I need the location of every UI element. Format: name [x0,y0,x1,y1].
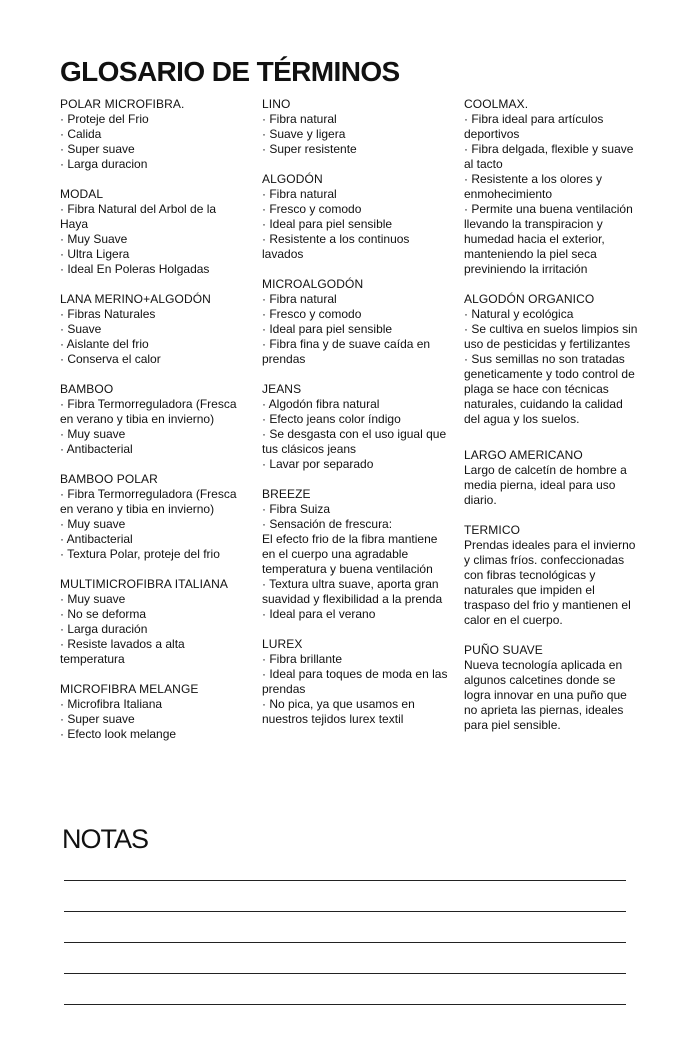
term-largo-americano [464,448,640,508]
term-name: ALGODÓN [262,172,323,186]
term-name: MULTIMICROFIBRA ITALIANA [60,577,228,591]
term-line: · Muy suave [60,592,126,606]
term-line: · Lavar por separado [262,457,374,471]
term-name: TERMICO [464,523,521,537]
term-line: · Efecto jeans color índigo [262,412,401,426]
term-line: · Resistente a los continuos lavados [262,232,410,261]
term-name: PUÑO SUAVE [464,643,543,657]
term-line: Prendas ideales para el invierno y climas fríos. confeccionadas con fibras tecnológicas y naturales que impiden el traspaso del frio y mantienen el calor en el cuerpo. [464,538,636,627]
term-line: · Muy Suave [60,232,128,246]
term-line: · Fibra brillante [262,652,343,666]
term-puno-suave [464,643,640,733]
term-name: LUREX [262,637,303,651]
note-line [64,1004,626,1005]
term-modal [60,187,246,277]
term-microalgodon [262,277,448,367]
term-line: · Natural y ecológica [464,307,574,321]
term-name: POLAR MICROFIBRA. [60,97,185,111]
note-line [64,942,626,943]
note-line [64,911,626,912]
term-line: · Se cultiva en suelos limpios sin uso de pesticidas y fertilizantes [464,322,638,351]
term-line: · Suave y ligera [262,127,346,141]
term-line: · Proteje del Frio [60,112,149,126]
term-line: · Larga duracion [60,157,148,171]
term-line: · Ultra Ligera [60,247,130,261]
term-jeans [262,382,448,472]
term-line: · Larga duración [60,622,148,636]
term-line: · Fibra Natural del Arbol de la Haya [60,202,217,231]
glossary-column-3 [464,97,640,748]
term-line: · Se desgasta con el uso igual que tus clásicos jeans [262,427,447,456]
term-line: · Permite una buena ventilación llevando la transpiracion y humedad hacia el exterior, manteniendo la piel seca previniendo la irritación [464,202,633,276]
term-polar-microfibra [60,97,246,172]
term-line: Largo de calcetín de hombre a media pierna, ideal para uso diario. [464,463,627,507]
term-name: MICROFIBRA MELANGE [60,682,199,696]
term-line: · Antibacterial [60,532,133,546]
notes-lines [64,880,626,1035]
term-line: · Ideal para piel sensible [262,322,393,336]
term-line: · Microfibra Italiana [60,697,163,711]
term-name: BREEZE [262,487,311,501]
term-line: · Textura Polar, proteje del frio [60,547,220,561]
term-name: ALGODÓN ORGANICO [464,292,595,306]
term-line: · Fresco y comodo [262,202,362,216]
term-termico [464,523,640,628]
term-name: JEANS [262,382,302,396]
term-line: · Super suave [60,142,135,156]
term-line: · No se deforma [60,607,147,621]
term-line: · Super suave [60,712,135,726]
term-line: · Super resistente [262,142,357,156]
term-line: · Fibras Naturales [60,307,156,321]
term-line: · Fibra fina y de suave caída en prendas [262,337,431,366]
term-line: · Algodón fibra natural [262,397,380,411]
term-microfibra-melange [60,682,246,742]
term-breeze [262,487,448,622]
term-line: Nueva tecnología aplicada en algunos calcetines donde se logra innovar en una puño que no aprieta las piernas, ideales para piel sensible. [464,658,627,732]
term-line: · Ideal para el verano [262,607,376,621]
note-line [64,973,626,974]
term-line: · Fibra natural [262,112,337,126]
term-line: · Calida [60,127,102,141]
term-line: · Ideal para toques de moda en las prendas [262,667,448,696]
term-line: · Fibra ideal para artículos deportivos [464,112,604,141]
term-line: · Fibra delgada, flexible y suave al tacto [464,142,634,171]
term-name: BAMBOO POLAR [60,472,158,486]
note-line [64,880,626,881]
term-line: · Fibra natural [262,187,337,201]
term-line: · Ideal para piel sensible [262,217,393,231]
term-line: · Aislante del frio [60,337,149,351]
term-line: · Fresco y comodo [262,307,362,321]
term-line: · Muy suave [60,427,126,441]
term-bamboo-polar [60,472,246,562]
term-line: · Fibra Suiza [262,502,331,516]
glossary-column-1 [60,97,246,757]
term-name: COOLMAX. [464,97,529,111]
notes-title: NOTAS [62,824,149,854]
term-line: · Muy suave [60,517,126,531]
term-line: · Resiste lavados a alta temperatura [60,637,185,666]
term-line: · Fibra Termorreguladora (Fresca en verano y tibia en invierno) [60,397,237,426]
term-name: MODAL [60,187,104,201]
term-lurex [262,637,448,727]
term-name: BAMBOO [60,382,114,396]
term-algodon-organico [464,292,640,427]
term-bamboo [60,382,246,457]
term-line: · Fibra Termorreguladora (Fresca en verano y tibia en invierno) [60,487,237,516]
term-name: LARGO AMERICANO [464,448,583,462]
glossary-column-2 [262,97,448,742]
term-line: El efecto frio de la fibra mantiene en el cuerpo una agradable temperatura y buena ventilación [262,532,438,576]
term-algodon [262,172,448,262]
term-line: · Fibra natural [262,292,337,306]
term-line: · Resistente a los olores y enmohecimiento [464,172,603,201]
term-name: LANA MERINO+ALGODÓN [60,292,211,306]
term-name: LINO [262,97,291,111]
term-line: · Efecto look melange [60,727,177,741]
page-title: GLOSARIO DE TÉRMINOS [60,56,400,87]
term-line: · Conserva el calor [60,352,161,366]
term-line: · Textura ultra suave, aporta gran suavidad y flexibilidad a la prenda [262,577,443,606]
term-lana-merino-algodon [60,292,246,367]
term-line: · Ideal En Poleras Holgadas [60,262,210,276]
term-coolmax [464,97,640,277]
term-multimicrofibra-italiana [60,577,246,667]
term-line: · Antibacterial [60,442,133,456]
term-line: · Sus semillas no son tratadas geneticamente y todo control de plaga se hace con técnicas naturales, cuidando la calidad del agua y los suelos. [464,352,635,426]
term-name: MICROALGODÓN [262,277,364,291]
term-line: · Suave [60,322,102,336]
term-line: · Sensación de frescura: [262,517,393,531]
term-lino [262,97,448,157]
term-line: · No pica, ya que usamos en nuestros tejidos lurex textil [262,697,415,726]
